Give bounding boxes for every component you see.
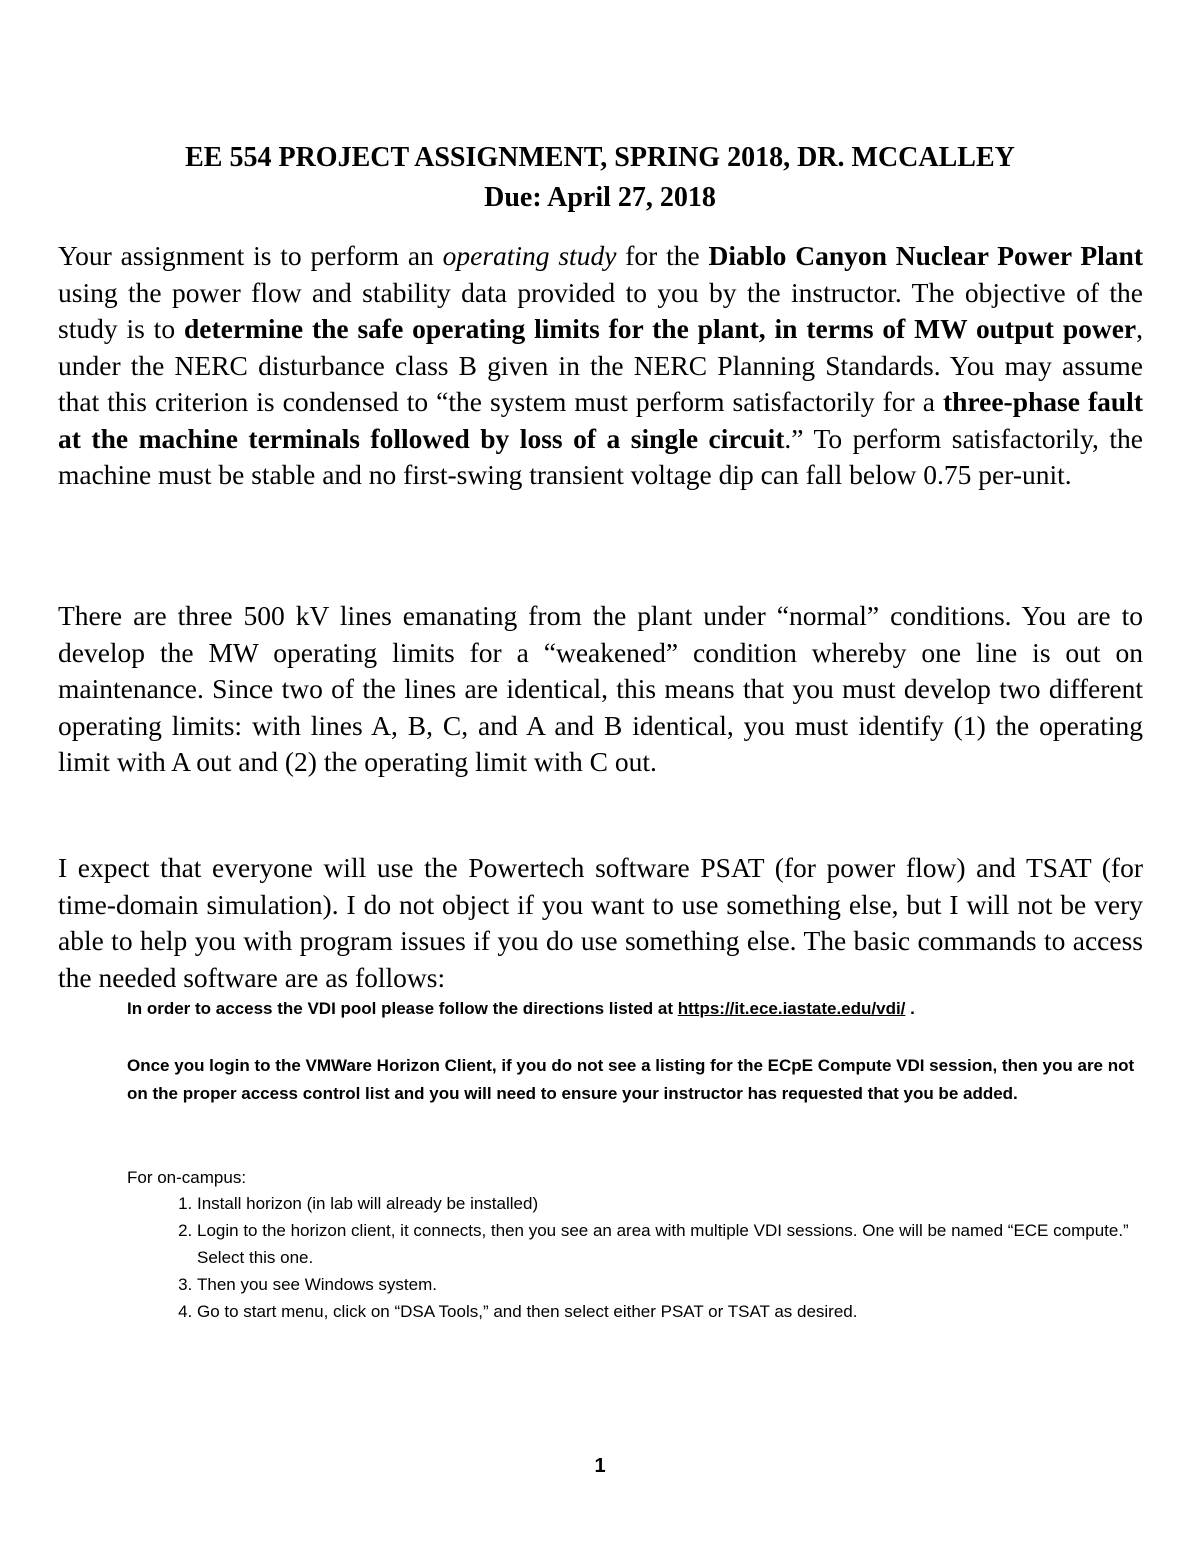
- text-run: Your assignment is to perform an: [58, 240, 443, 271]
- italic-run: operating study: [442, 240, 617, 271]
- vdi-link[interactable]: https://it.ece.iastate.edu/vdi/: [677, 999, 906, 1018]
- bold-run: Diablo Canyon Nuclear Power Plant: [708, 240, 1143, 271]
- on-campus-label: For on-campus:: [127, 1168, 247, 1187]
- on-campus-steps: [127, 1190, 1147, 1325]
- list-item: 2. Login to the horizon client, it connects, then you see an area with multiple VDI sessions. One will be named “ECE compute.” Select this one.: [197, 1217, 1147, 1271]
- vdi-access-line: [127, 995, 1147, 1023]
- paragraph-assignment: [58, 238, 1143, 494]
- text-run: .” To perform satisfactorily, the machine must be stable and no first-swing transient voltage dip can fall below 0.75 per-unit.: [58, 422, 1143, 490]
- text-run: In order to access the VDI pool please follow the directions listed at: [127, 999, 678, 1018]
- text-run: .: [905, 999, 915, 1018]
- due-date: Due: April 27, 2018: [484, 182, 716, 213]
- text-run: , under the NERC disturbance class B given in the NERC Planning Standards. You may assume that this criterion is condensed to “the system must perform satisfactorily for a: [58, 313, 1144, 417]
- page-number: 1: [594, 1455, 606, 1477]
- list-item: 4. Go to start menu, click on “DSA Tools,” and then select either PSAT or TSAT as desired.: [197, 1298, 1147, 1325]
- list-item: 3. Then you see Windows system.: [197, 1271, 1147, 1298]
- text-run: using the power flow and stability data provided to you by the instructor. The objective of the study is to: [58, 276, 1143, 344]
- paragraph-lines: There are three 500 kV lines emanating from the plant under “normal” conditions. You are to develop the MW operating limits for a “weakened” condition whereby one line is out on maintenance. Since two of the lines are identical, this means that you must develop two different operating limits: with lines A, B, C, and A and B identical, you must identify (1) the operating limit with A out and (2) the operating limit with C out.: [58, 600, 1143, 777]
- list-item: 1. Install horizon (in lab will already be installed): [197, 1190, 1147, 1217]
- paragraph-software: I expect that everyone will use the Powertech software PSAT (for power flow) and TSAT (for time-domain simulation). I do not object if you want to use something else, but I will not be very able to help you with program issues if you do use something else. The basic commands to access the needed software are as follows:: [58, 852, 1143, 993]
- bold-run: determine the safe operating limits for the plant, in terms of MW output power: [183, 313, 1137, 344]
- document-title: EE 554 PROJECT ASSIGNMENT, SPRING 2018, DR. MCCALLEY: [185, 142, 1015, 173]
- vdi-login-note: Once you login to the VMWare Horizon Client, if you do not see a listing for the ECpE Compute VDI session, then you are not on the proper access control list and you will need to ensure your instructor has requested that you be added.: [127, 1056, 1135, 1103]
- text-run: for the: [616, 240, 709, 271]
- bold-run: three-phase fault at the machine terminals followed by loss of a single circuit: [58, 386, 1143, 454]
